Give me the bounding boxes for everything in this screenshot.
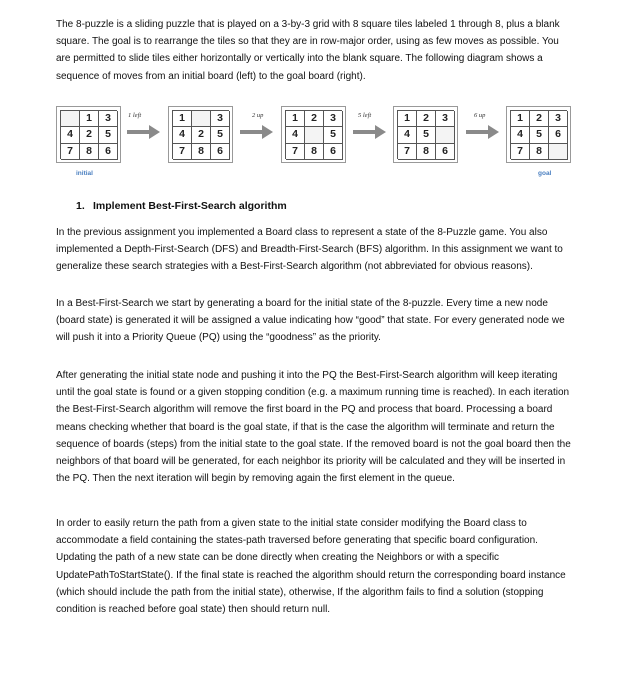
- tile: 4: [511, 127, 530, 143]
- initial-caption: initial: [76, 170, 93, 177]
- move-label: 6 up: [474, 112, 486, 119]
- tile: 7: [398, 144, 417, 160]
- paragraph: In the previous assignment you implemented a Board class to represent a state of the 8-Puzzle game. You also implemented a Depth-First-Search (DFS) and Breadth-First-Search (BFS) algorithm. In this assignment we want to generalize these search strategies with a Best-First-Search algorithm (not abbreviated for obvious reasons).: [56, 227, 563, 273]
- tile: 3: [549, 111, 568, 127]
- tile: 5: [99, 127, 118, 143]
- paragraph: After generating the initial state node and pushing it into the PQ the Best-First-Search algorithm will keep iterating until the goal state is found or a given stopping condition (e.g. a maximum running time is reached). In each iteration the Best-First-Search algorithm will remove the first board in the PQ and process that board. Processing a board means checking whether that board is the goal state, if that is the case the algorithm will terminate and return the sequence of boards (steps) from the initial state to the goal state. If the removed board is not the goal board then the neighbors of that board will be generated, for each neighbor its priority will be calculated and they will be inserted in the PQ. Then the next iteration will begin by removing again the first element in the queue.: [56, 370, 571, 485]
- tile: [549, 144, 568, 160]
- board-initial: [56, 106, 121, 163]
- move-label: 5 left: [358, 112, 372, 119]
- puzzle-move-diagram: [0, 0, 622, 190]
- tile: 1: [398, 111, 417, 127]
- tile: 3: [324, 111, 343, 127]
- tile: 5: [530, 127, 549, 143]
- tile: 8: [305, 144, 324, 160]
- board-goal: [506, 106, 571, 163]
- goal-caption: goal: [538, 170, 552, 177]
- tile: 4: [286, 127, 305, 143]
- tile: 8: [417, 144, 436, 160]
- tile: 7: [286, 144, 305, 160]
- tile: 6: [99, 144, 118, 160]
- intro-paragraph: The 8-puzzle is a sliding puzzle that is played on a 3-by-3 grid with 8 square tiles labeled 1 through 8, plus a blank square. The goal is to rearrange the tiles so that they are in row-major order, using as few moves as possible. You are permitted to slide tiles either horizontally or vertically into the blank square. The following diagram shows a sequence of moves from an initial board (left) to the goal board (right).: [56, 19, 560, 82]
- tile: 6: [324, 144, 343, 160]
- section-number: 1.: [76, 200, 85, 212]
- tile: 7: [511, 144, 530, 160]
- tile: [192, 111, 211, 127]
- tile: 7: [61, 144, 80, 160]
- tile: 1: [511, 111, 530, 127]
- tile: 1: [80, 111, 99, 127]
- board-step-2: [281, 106, 346, 163]
- section-heading: [76, 200, 287, 212]
- tile: 5: [324, 127, 343, 143]
- tile: 6: [211, 144, 230, 160]
- right-arrow-icon: [466, 124, 500, 140]
- tile: 7: [173, 144, 192, 160]
- tile: 1: [286, 111, 305, 127]
- tile: 1: [173, 111, 192, 127]
- right-arrow-icon: [240, 124, 274, 140]
- tile: [305, 127, 324, 143]
- move-label: 1 left: [128, 112, 142, 119]
- tile: 6: [436, 144, 455, 160]
- tile: 3: [436, 111, 455, 127]
- tile: 8: [80, 144, 99, 160]
- tile: 5: [211, 127, 230, 143]
- tile: 5: [417, 127, 436, 143]
- tile: [436, 127, 455, 143]
- tile: 2: [80, 127, 99, 143]
- tile: 8: [192, 144, 211, 160]
- board-step-3: [393, 106, 458, 163]
- move-label: 2 up: [252, 112, 264, 119]
- tile: 2: [417, 111, 436, 127]
- right-arrow-icon: [353, 124, 387, 140]
- section-title: Implement Best-First-Search algorithm: [93, 200, 287, 212]
- tile: 2: [305, 111, 324, 127]
- tile: 6: [549, 127, 568, 143]
- paragraph: In a Best-First-Search we start by generating a board for the initial state of the 8-puzzle. Every time a new node (board state) is generated it will be assigned a value indicating how “good” that state. For every generated node we will push it into a Priority Queue (PQ) using the “goodness” as the priority.: [56, 298, 565, 344]
- tile: 8: [530, 144, 549, 160]
- tile: 2: [530, 111, 549, 127]
- tile: 3: [211, 111, 230, 127]
- tile: 2: [192, 127, 211, 143]
- board-step-1: [168, 106, 233, 163]
- tile: 4: [173, 127, 192, 143]
- tile: 3: [99, 111, 118, 127]
- tile: 4: [61, 127, 80, 143]
- tile: [61, 111, 80, 127]
- paragraph: In order to easily return the path from a given state to the initial state consider modifying the Board class to accommodate a field containing the states-path traversed before generating that specific board configuration. Updating the path of a new state can be done directly when creating the Neighbors or with a specific UpdatePathToStartState(). If the final state is reached the algorithm should return the corresponding board instance (which should include the path from the initial state), otherwise, If the algorithm fails to find a solution (stopping condition is reached before goal state) then should return null.: [56, 518, 566, 616]
- right-arrow-icon: [127, 124, 161, 140]
- tile: 4: [398, 127, 417, 143]
